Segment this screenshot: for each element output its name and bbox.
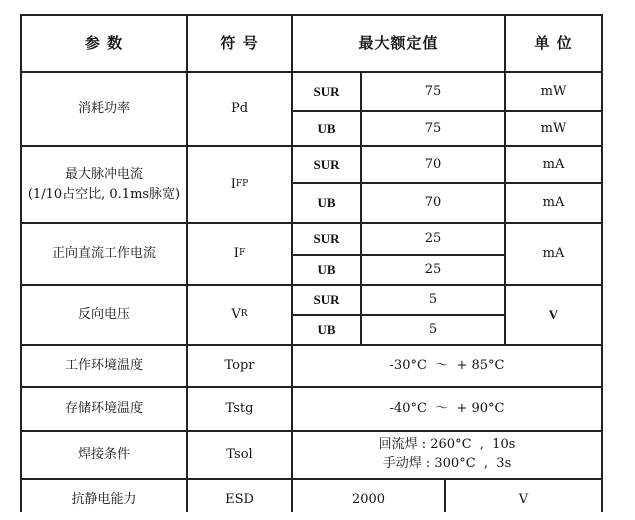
value-cell: 25 — [424, 231, 442, 247]
value-cell: 70 — [424, 156, 442, 172]
param-cell: 抗静电能力 — [71, 492, 137, 508]
symbol-cell: Tsol — [226, 447, 253, 463]
symbol-cell: Topr — [224, 358, 255, 374]
unit-cell: mA — [542, 156, 565, 172]
type-cell: UB — [317, 195, 336, 211]
reflow-line: 回流焊 : 260°C , 10s — [378, 437, 516, 453]
symbol-cell — [188, 224, 291, 284]
param-line: (1/10占空比, 0.1ms脉宽) — [27, 186, 181, 202]
param-line: 最大脉冲电流 — [64, 167, 143, 182]
range-cell: -40°C ～ + 90°C — [389, 401, 505, 417]
param-cell: 反向电压 — [77, 307, 130, 323]
param-cell: 焊接条件 — [77, 447, 130, 463]
type-cell: SUR — [313, 292, 340, 308]
soldering-cell — [293, 432, 601, 478]
type-cell: SUR — [313, 83, 340, 99]
symbol-cell: Tstg — [225, 401, 254, 417]
manual-line: 手动焊 : 300°C , 3s — [382, 456, 512, 471]
type-cell: UB — [317, 262, 336, 278]
value-cell: 70 — [424, 195, 442, 211]
header-unit: 单 位 — [534, 34, 573, 53]
symbol-cell: Pd — [230, 101, 249, 117]
param-cell: 消耗功率 — [77, 101, 130, 117]
value-cell: 75 — [424, 120, 442, 136]
unit-cell: mA — [542, 246, 565, 262]
symbol-cell — [188, 286, 291, 344]
type-cell: SUR — [313, 231, 340, 247]
symbol-subscript: F — [238, 248, 246, 259]
unit-cell: mW — [540, 120, 567, 136]
type-cell: SUR — [313, 156, 340, 172]
value-cell: 5 — [428, 292, 438, 308]
symbol-cell — [188, 147, 291, 222]
unit-cell: V — [548, 307, 559, 323]
header-max-rating: 最大额定值 — [358, 34, 439, 53]
type-cell: UB — [317, 322, 336, 338]
value-cell: 2000 — [351, 492, 386, 508]
symbol-main: I — [230, 176, 236, 192]
header-symbol: 符 号 — [220, 34, 259, 53]
header-param: 参 数 — [84, 34, 124, 53]
param-cell: 存储环境温度 — [64, 401, 143, 417]
range-cell: -30°C ～ + 85°C — [389, 358, 505, 374]
type-cell: UB — [317, 120, 336, 136]
symbol-cell: ESD — [225, 492, 254, 508]
unit-cell: mW — [540, 83, 567, 99]
unit-cell: mA — [542, 195, 565, 211]
value-cell: 25 — [424, 262, 442, 278]
param-cell: 正向直流工作电流 — [51, 246, 156, 262]
value-cell: 75 — [424, 83, 442, 99]
symbol-main: V — [231, 307, 241, 323]
rule — [601, 14, 603, 512]
symbol-main: I — [233, 246, 239, 262]
symbol-subscript: R — [240, 309, 248, 320]
symbol-subscript: FP — [235, 178, 249, 189]
value-cell: 5 — [428, 322, 438, 338]
param-cell: 工作环境温度 — [64, 358, 143, 374]
param-cell — [22, 147, 186, 222]
unit-cell: V — [518, 492, 529, 508]
